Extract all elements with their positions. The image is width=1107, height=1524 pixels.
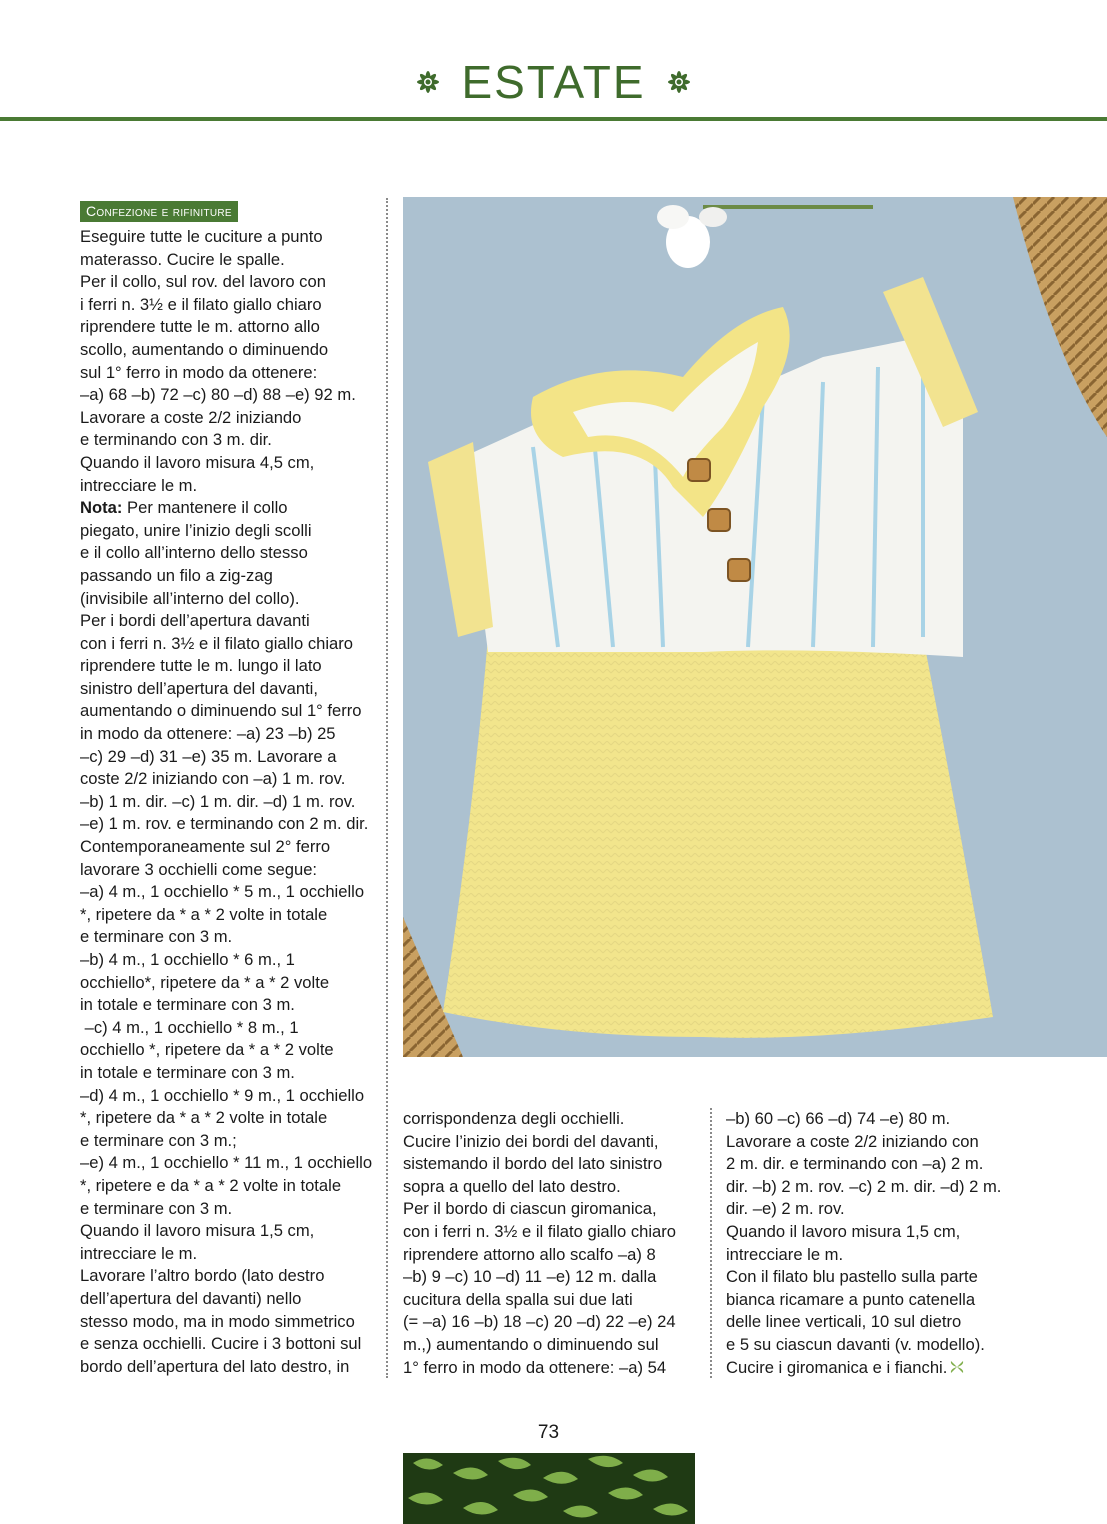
note-label: Nota: <box>80 498 123 518</box>
page-number: 73 <box>537 1422 560 1443</box>
text-line: in modo da ottenere: –a) 23 –b) 25 <box>80 724 336 744</box>
text-line: Contemporaneamente sul 2° ferro <box>80 837 331 857</box>
text-line: Cucire i giromanica e i fianchi. <box>726 1357 1026 1380</box>
text-line: in totale e terminare con 3 m. <box>80 1062 295 1082</box>
text-line: bordo dell’apertura del lato destro, in <box>80 1356 350 1376</box>
note-line <box>80 497 380 520</box>
text-line: –b) 9 –c) 10 –d) 11 –e) 12 m. dalla <box>403 1267 657 1287</box>
flower-ornament-icon <box>666 69 692 95</box>
text-line: Quando il lavoro misura 4,5 cm, <box>80 452 315 472</box>
text-line: sul 1° ferro in modo da ottenere: <box>80 362 318 382</box>
text-line: Lavorare a coste 2/2 iniziando con <box>726 1131 979 1151</box>
text-line: bianca ricamare a punto catenella <box>726 1289 976 1309</box>
text-line: –e) 1 m. rov. e terminando con 2 m. dir. <box>80 814 369 834</box>
text-line: cucitura della spalla sui due lati <box>403 1289 633 1309</box>
paragraph-block <box>403 1108 703 1379</box>
text-line: m.,) aumentando o diminuendo sul <box>403 1334 659 1354</box>
text-line: 2 m. dir. e terminando con –a) 2 m. <box>726 1154 984 1174</box>
text-line: (= –a) 16 –b) 18 –c) 20 –d) 22 –e) 24 <box>403 1312 676 1332</box>
text-line: e 5 su ciascun davanti (v. modello). <box>726 1334 985 1354</box>
text-line: e il collo all’interno dello stesso <box>80 543 308 563</box>
section-label: Confezione e rifiniture <box>80 201 238 222</box>
text-line: *, ripetere da * a * 2 volte in totale <box>80 904 328 924</box>
text-line: lavorare 3 occhielli come segue: <box>80 859 318 879</box>
page-header <box>0 56 1107 108</box>
text-line: –b) 60 –c) 66 –d) 74 –e) 80 m. <box>726 1109 951 1128</box>
note-text: Per mantenere il collo <box>122 498 288 518</box>
text-line: aumentando o diminuendo sul 1° ferro <box>80 701 362 721</box>
text-line: sistemando il bordo del lato sinistro <box>403 1154 663 1174</box>
text-line: Quando il lavoro misura 1,5 cm, <box>80 1221 315 1241</box>
text-line: Eseguire tutte le cuciture a punto <box>80 227 323 246</box>
flower-ornament-icon <box>415 69 441 95</box>
text-line: dell’apertura del davanti) nello <box>80 1288 302 1308</box>
text-line: e terminare con 3 m. <box>80 927 233 947</box>
text-line: e terminando con 3 m. dir. <box>80 430 272 450</box>
text-line: *, ripetere da * a * 2 volte in totale <box>80 1108 328 1128</box>
text-line: Quando il lavoro misura 1,5 cm, <box>726 1221 961 1241</box>
text-line: coste 2/2 iniziando con –a) 1 m. rov. <box>80 769 346 789</box>
footer-knit-pattern <box>403 1453 695 1524</box>
text-line: Per il collo, sul rov. del lavoro con <box>80 272 326 292</box>
text-line: *, ripetere e da * a * 2 volte in totale <box>80 1175 342 1195</box>
text-line: sinistro dell’apertura del davanti, <box>80 678 318 698</box>
text-line: con i ferri n. 3½ e il filato giallo chiaro <box>403 1221 677 1241</box>
text-column-3 <box>726 1108 1026 1379</box>
text-line: dir. –e) 2 m. rov. <box>726 1199 845 1219</box>
text-line: –b) 4 m., 1 occhiello * 6 m., 1 <box>80 950 295 969</box>
text-line: occhiello *, ripetere da * a * 2 volte <box>80 1040 334 1060</box>
text-line: intrecciare le m. <box>80 475 198 495</box>
text-line: –c) 4 m., 1 occhiello * 8 m., 1 <box>80 1017 299 1037</box>
text-line: in totale e terminare con 3 m. <box>80 995 295 1015</box>
text-line: –d) 4 m., 1 occhiello * 9 m., 1 occhiello <box>80 1085 365 1105</box>
text-line: riprendere attorno allo scalfo –a) 8 <box>403 1244 656 1264</box>
text-line: intrecciare le m. <box>726 1244 844 1264</box>
text-line: Cucire l’inizio dei bordi del davanti, <box>403 1131 659 1151</box>
text-line: dir. –b) 2 m. rov. –c) 2 m. dir. –d) 2 m. <box>726 1176 1002 1196</box>
text-line: sopra a quello del lato destro. <box>403 1176 621 1196</box>
text-line: occhiello*, ripetere da * a * 2 volte <box>80 972 330 992</box>
text-line: Lavorare l’altro bordo (lato destro <box>80 1266 325 1286</box>
text-line: e senza occhielli. Cucire i 3 bottoni sul <box>80 1334 362 1354</box>
text-line: Lavorare a coste 2/2 iniziando <box>80 407 302 427</box>
dress-illustration <box>403 197 1107 1057</box>
text-column-1 <box>80 200 380 1378</box>
text-line: –b) 1 m. dir. –c) 1 m. dir. –d) 1 m. rov. <box>80 791 356 811</box>
column-divider <box>710 1108 712 1378</box>
text-line: –a) 68 –b) 72 –c) 80 –d) 88 –e) 92 m. <box>80 385 356 405</box>
text-line: piegato, unire l’inizio degli scolli <box>80 520 312 540</box>
text-line: Per il bordo di ciascun giromanica, <box>403 1199 657 1219</box>
text-line: (invisibile all’interno del collo). <box>80 588 300 608</box>
text-line: Per i bordi dell’apertura davanti <box>80 611 310 631</box>
text-line: Con il filato blu pastello sulla parte <box>726 1267 978 1287</box>
leaf-ornament-icon <box>949 1359 965 1375</box>
text-line: delle linee verticali, 10 sul dietro <box>726 1312 962 1332</box>
paragraph-block <box>80 520 380 1379</box>
text-line: riprendere tutte le m. attorno allo <box>80 317 320 337</box>
text-column-2 <box>403 1108 703 1379</box>
text-line: intrecciare le m. <box>80 1243 198 1263</box>
page-title: ESTATE <box>461 56 646 108</box>
knitted-dress-photo <box>403 197 1107 1057</box>
text-line: con i ferri n. 3½ e il filato giallo chiaro <box>80 633 354 653</box>
text-line: e terminare con 3 m. <box>80 1198 233 1218</box>
text-line: materasso. Cucire le spalle. <box>80 249 285 269</box>
text-line: –c) 29 –d) 31 –e) 35 m. Lavorare a <box>80 746 337 766</box>
text-line: passando un filo a zig-zag <box>80 565 273 585</box>
text-line: scollo, aumentando o diminuendo <box>80 339 329 359</box>
text-line: corrispondenza degli occhielli. <box>403 1109 625 1128</box>
text-line: 1° ferro in modo da ottenere: –a) 54 <box>403 1357 667 1377</box>
text-line: e terminare con 3 m.; <box>80 1130 237 1150</box>
text-line: riprendere tutte le m. lungo il lato <box>80 656 322 676</box>
paragraph-block <box>726 1108 1026 1379</box>
text-line: stesso modo, ma in modo simmetrico <box>80 1311 355 1331</box>
header-rule <box>0 117 1107 121</box>
text-line: i ferri n. 3½ e il filato giallo chiaro <box>80 294 322 314</box>
text-line: –e) 4 m., 1 occhiello * 11 m., 1 occhiello <box>80 1153 373 1173</box>
column-divider <box>386 198 388 1378</box>
text-line: –a) 4 m., 1 occhiello * 5 m., 1 occhiello <box>80 882 365 902</box>
paragraph-block <box>80 226 380 497</box>
